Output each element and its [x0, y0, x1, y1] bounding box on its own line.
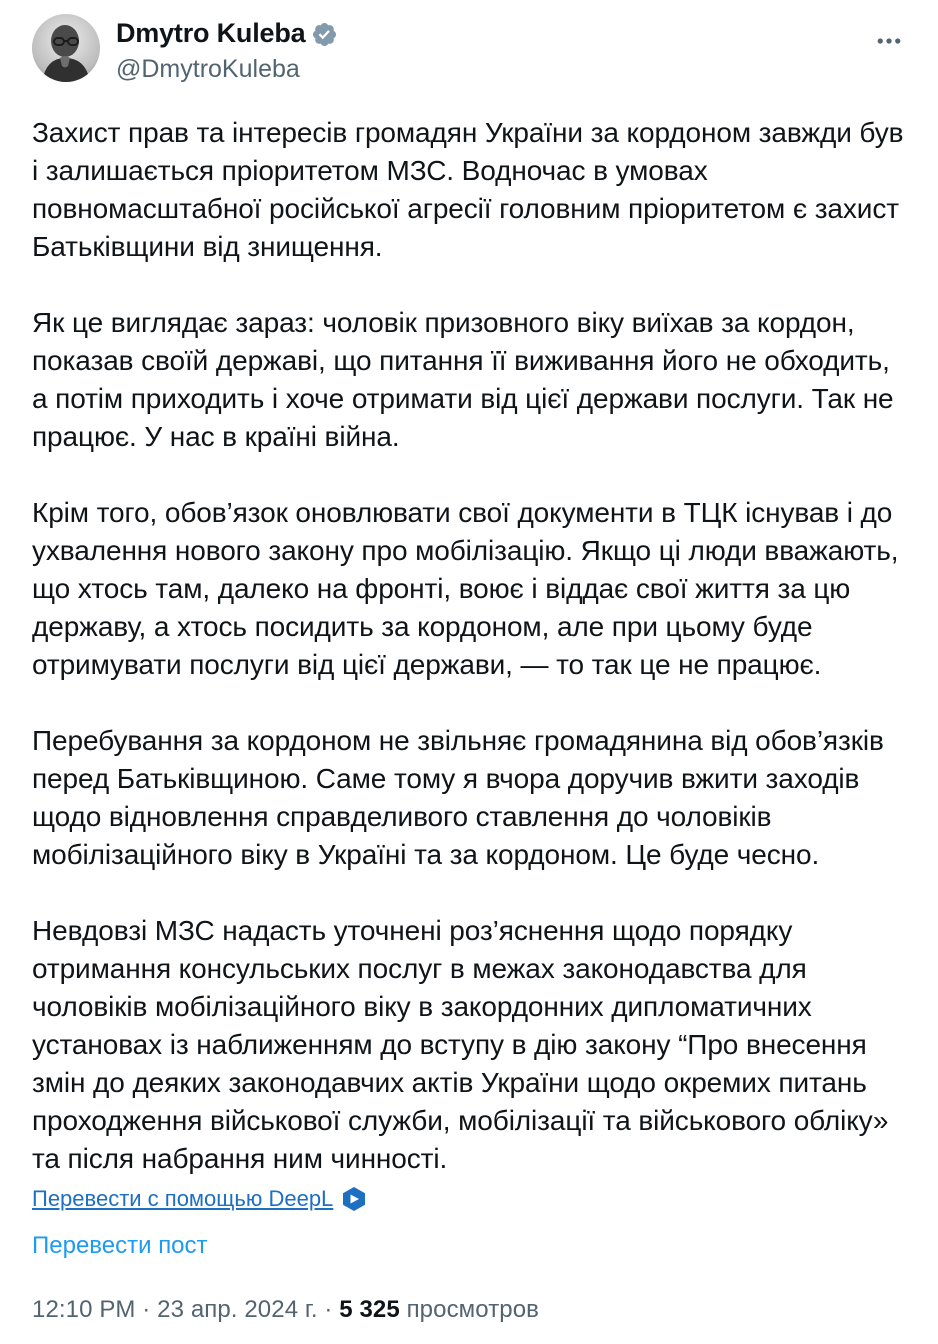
tweet-paragraph: Крім того, обов’язок оновлювати свої документи в ТЦК існував і до ухвалення нового закону про мобілізацію. Якщо ці люди вважають, що хтось там, далеко на фронті, воює і віддає свої життя за цю державу, а хтось посидить за кордоном, але при цьому буде отримувати послуги від цієї держави, — то так це не працює.	[32, 497, 899, 680]
timestamp: 12:10 PM · 23 апр. 2024 г.	[32, 1296, 318, 1323]
views-count: 5 325	[339, 1296, 400, 1323]
tweet-header	[32, 14, 906, 84]
identity-block	[116, 14, 872, 84]
deepl-logo-icon[interactable]	[341, 1186, 367, 1212]
tweet-paragraph: Захист прав та інтересів громадян України за кордоном завжди був і залишається пріоритетом МЗС. Водночас в умовах повномасштабної російської агресії головним пріоритетом є захист Батьківщини від знищення.	[32, 117, 904, 262]
tweet-text	[32, 114, 906, 1178]
avatar[interactable]	[32, 14, 100, 82]
translate-post-link[interactable]: Перевести пост	[32, 1232, 208, 1259]
meta-separator: ·	[317, 1296, 340, 1323]
deepl-translate-row	[32, 1186, 906, 1212]
views-label: просмотров	[399, 1296, 540, 1323]
tweet-paragraph: Невдовзі МЗС надасть уточнені роз’яснення щодо порядку отримання консульських послуг в межах законодавства для чоловіків мобілізаційного віку в закордонних дипломатичних установах із наближенням до вступу в дію закону “Про внесення змін до деяких законодавчих актів України щодо окремих питань проходження військової служби, мобілізації та військового обліку» та після набрання ним чинності.	[32, 915, 889, 1174]
ellipsis-icon	[874, 26, 904, 56]
user-handle[interactable]: @DmytroKuleba	[116, 55, 300, 83]
tweet-paragraph: Як це виглядає зараз: чоловік призовного віку виїхав за кордон, показав своїй державі, що питання її виживання його не обходить, а потім приходить і хоче отримати від цієї держави послуги. Так не працює. У нас в країні війна.	[32, 307, 894, 452]
avatar-image	[32, 14, 100, 82]
tweet-meta-row	[32, 1296, 906, 1324]
tweet-paragraph: Перебування за кордоном не звільняє громадянина від обов’язків перед Батьківщиною. Саме тому я вчора доручив вжити заходів щодо відновлення справделивого ставлення до чоловіків мобілізаційного віку в Україні та за кордоном. Це буде чесно.	[32, 725, 884, 870]
verified-badge-icon	[311, 21, 338, 48]
deepl-translate-link[interactable]: Перевести с помощью DeepL	[32, 1186, 334, 1211]
display-name[interactable]: Dmytro Kuleba	[116, 18, 306, 48]
more-options-button[interactable]	[872, 20, 906, 62]
